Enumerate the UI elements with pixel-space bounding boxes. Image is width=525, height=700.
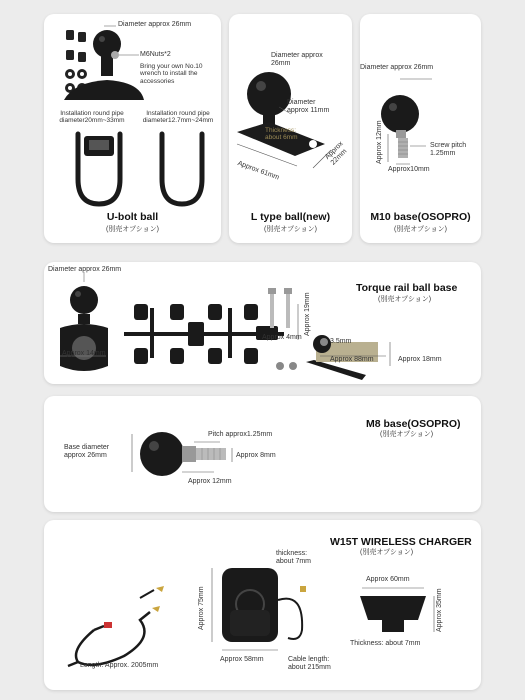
torque-title: Torque rail ball base xyxy=(356,282,458,294)
m8-subtitle: (別売オプション) xyxy=(380,431,434,438)
ubolt-nuts-label: M6Nuts*2 xyxy=(140,51,171,58)
charger-length-label: Length: Approx. 2005mm xyxy=(80,662,159,669)
ltype-subtitle: (別売オプション) xyxy=(263,226,318,233)
torque-approx14-label: Approx 14mm xyxy=(62,350,106,357)
screw-icon xyxy=(396,130,408,158)
m10-subtitle: (別売オプション) xyxy=(393,226,448,233)
ubolt-pipe2-label: Installation round pipe diameter12.7mm~24mm xyxy=(142,110,214,125)
ubolt-wrench-label: Bring your own No.10 wrench to install the accessories xyxy=(140,63,203,85)
short-cable-icon xyxy=(278,599,302,639)
charger-cable-length-label: Cable length: about 215mm xyxy=(288,656,331,672)
torque-diameter-label: Diameter approx 26mm xyxy=(48,266,122,273)
torque-illustration xyxy=(44,262,481,384)
washer-icon xyxy=(276,362,297,370)
ltype-diameter-mid-label: Diameter approx 11mm xyxy=(287,99,330,115)
wireless-charger-icon xyxy=(222,568,278,642)
power-cable-icon xyxy=(76,612,150,665)
ltype-width-label: Approx 22mm xyxy=(324,140,349,167)
m8-title: M8 base(OSOPRO) xyxy=(366,418,461,430)
ltype-diameter-top-label: Diameter approx 26mm xyxy=(271,52,323,68)
charger-approx58-label: Approx 58mm xyxy=(220,656,264,663)
torque-approx88-label: Approx 88mm xyxy=(330,356,374,363)
charger-subtitle: (別売オプション) xyxy=(360,549,414,556)
ball-icon xyxy=(247,72,291,126)
bolt-icon xyxy=(182,446,226,462)
ball-mount-icon xyxy=(60,286,108,371)
ltype-length-label: Approx 61mm xyxy=(236,160,280,182)
m10-diameter-label: Diameter approx 26mm xyxy=(360,64,434,71)
ubolt-pipe1-label: Installation round pipe diameter20mm~33mm xyxy=(59,110,125,125)
torque-approx35-label: 3.5mm xyxy=(330,338,352,345)
ubolt-diameter-label: Diameter approx 26mm xyxy=(118,21,192,28)
charger-approx75-label: Approx 75mm xyxy=(198,586,205,630)
torque-panel xyxy=(44,262,481,384)
m10-title: M10 base(OSOPRO) xyxy=(370,211,471,223)
torque-subtitle: (別売オプション) xyxy=(378,296,432,303)
ubolt-title: U-bolt ball xyxy=(106,211,159,223)
charger-approx35-label: Approx 35mm xyxy=(436,588,443,632)
ubolt-panel xyxy=(44,14,221,243)
ltype-panel xyxy=(229,14,352,243)
fuse-icon xyxy=(104,622,112,628)
torque-approx4-label: Approx 4mm xyxy=(262,334,302,341)
torque-approx19-label: Approx 19mm xyxy=(304,292,311,336)
m8-pitch-label: Pitch approx1.25mm xyxy=(208,431,273,438)
ubolt-subtitle: (別売オプション) xyxy=(105,226,160,233)
charger-title: W15T WIRELESS CHARGER xyxy=(330,536,472,548)
nut-icon xyxy=(65,30,87,93)
m8-approx8-label: Approx 8mm xyxy=(236,452,276,459)
m8-approx12-label: Approx 12mm xyxy=(188,478,232,485)
m10-height-label: Approx 12mm xyxy=(376,120,383,164)
charger-approx60-label: Approx 60mm xyxy=(366,576,410,583)
connector-icon xyxy=(300,586,306,592)
m10-panel xyxy=(360,14,481,243)
spacer-icon xyxy=(124,304,284,364)
m10-width-label: Approx10mm xyxy=(388,166,430,173)
m10-pitch-label: Screw pitch 1.25mm xyxy=(430,142,467,158)
ltype-title: L type ball(new) xyxy=(250,211,331,223)
charger-cable-thickness-label: thickness: about 7mm xyxy=(276,550,312,566)
ball-icon xyxy=(140,432,184,476)
ubolt-illustration xyxy=(44,14,221,243)
ball-icon xyxy=(381,95,419,133)
charger-panel xyxy=(44,520,481,690)
m6-nut-icon xyxy=(111,51,139,59)
torque-approx18-label: Approx 18mm xyxy=(398,356,442,363)
m8-panel xyxy=(44,396,481,512)
charger-bracket-thickness-label: Thickness: about 7mm xyxy=(350,640,421,647)
m8-base-diameter-label: Base diameter approx 26mm xyxy=(64,444,110,460)
screw-icon xyxy=(268,288,292,328)
bracket-icon xyxy=(360,596,426,632)
ball-mount-icon xyxy=(64,30,144,100)
ltype-thickness-label: Thickness: about 6mm xyxy=(265,127,298,142)
